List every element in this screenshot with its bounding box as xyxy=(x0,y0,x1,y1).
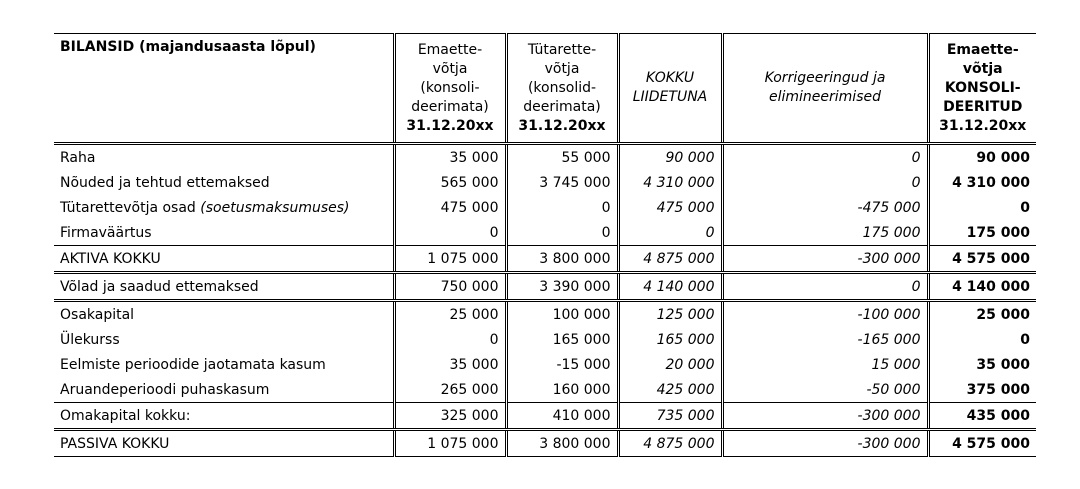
cell-subsidiary: 0 xyxy=(506,220,618,246)
cell-consolidated: 175 000 xyxy=(928,220,1036,246)
cell-subsidiary: 0 xyxy=(506,195,618,220)
cell-parent: 750 000 xyxy=(394,273,506,301)
cell-parent: 265 000 xyxy=(394,377,506,403)
cell-parent: 1 075 000 xyxy=(394,430,506,457)
cell-adjustment: 0 xyxy=(722,273,928,301)
table-row-subtotal xyxy=(54,403,1036,430)
cell-subsidiary: 3 390 000 xyxy=(506,273,618,301)
cell-subsidiary: 160 000 xyxy=(506,377,618,403)
row-label: Nõuded ja tehtud ettemaksed xyxy=(60,174,270,191)
balance-sheet xyxy=(54,33,1036,457)
cell-consolidated: 435 000 xyxy=(928,403,1036,430)
cell-parent: 25 000 xyxy=(394,301,506,328)
cell-combined: 735 000 xyxy=(618,403,722,430)
table-row xyxy=(54,352,1036,377)
row-label: Omakapital kokku: xyxy=(54,403,394,430)
table-row xyxy=(54,273,1036,301)
row-label: Ülekurss xyxy=(60,331,120,348)
cell-adjustment: -100 000 xyxy=(722,301,928,328)
cell-parent: 35 000 xyxy=(394,352,506,377)
cell-consolidated: 4 140 000 xyxy=(928,273,1036,301)
cell-parent: 565 000 xyxy=(394,170,506,195)
col-header-consolidated: Emaette- võtja KONSOLI- DEERITUD 31.12.20xx xyxy=(928,34,1036,144)
cell-combined: 4 310 000 xyxy=(618,170,722,195)
row-label: AKTIVA KOKKU xyxy=(54,246,394,273)
cell-subsidiary: 3 800 000 xyxy=(506,430,618,457)
row-label: Tütarettevõtja osad (soetusmaksumuses) xyxy=(60,199,350,216)
consolidation-table xyxy=(54,33,1036,457)
cell-parent: 0 xyxy=(394,220,506,246)
col-header-parent-unconsolidated: Emaette- võtja (konsoli- deerimata) 31.12.20xx xyxy=(394,34,506,144)
table-row xyxy=(54,327,1036,352)
row-label: Osakapital xyxy=(60,306,135,323)
cell-consolidated: 0 xyxy=(928,327,1036,352)
cell-combined: 0 xyxy=(618,220,722,246)
cell-consolidated: 25 000 xyxy=(928,301,1036,328)
cell-combined: 125 000 xyxy=(618,301,722,328)
cell-parent: 0 xyxy=(394,327,506,352)
row-label: PASSIVA KOKKU xyxy=(54,430,394,457)
cell-consolidated: 0 xyxy=(928,195,1036,220)
header-row xyxy=(54,34,1036,144)
row-label: Võlad ja saadud ettemaksed xyxy=(54,273,394,301)
cell-adjustment: -475 000 xyxy=(722,195,928,220)
cell-adjustment: 0 xyxy=(722,170,928,195)
table-row-total xyxy=(54,246,1036,273)
cell-combined: 4 140 000 xyxy=(618,273,722,301)
cell-parent: 325 000 xyxy=(394,403,506,430)
cell-combined: 165 000 xyxy=(618,327,722,352)
col-header-combined-total: KOKKU LIIDETUNA xyxy=(618,34,722,144)
table-row xyxy=(54,170,1036,195)
row-label: Raha xyxy=(60,149,96,166)
cell-adjustment: 0 xyxy=(722,144,928,171)
table-row xyxy=(54,301,1036,328)
cell-parent: 475 000 xyxy=(394,195,506,220)
cell-adjustment: 175 000 xyxy=(722,220,928,246)
cell-consolidated: 4 310 000 xyxy=(928,170,1036,195)
cell-consolidated: 375 000 xyxy=(928,377,1036,403)
cell-consolidated: 4 575 000 xyxy=(928,246,1036,273)
cell-combined: 4 875 000 xyxy=(618,246,722,273)
table-row-total xyxy=(54,430,1036,457)
cell-adjustment: -300 000 xyxy=(722,430,928,457)
cell-combined: 20 000 xyxy=(618,352,722,377)
cell-adjustment: -165 000 xyxy=(722,327,928,352)
cell-adjustment: -300 000 xyxy=(722,246,928,273)
cell-parent: 35 000 xyxy=(394,144,506,171)
cell-subsidiary: 165 000 xyxy=(506,327,618,352)
cell-combined: 4 875 000 xyxy=(618,430,722,457)
cell-consolidated: 4 575 000 xyxy=(928,430,1036,457)
cell-subsidiary: 410 000 xyxy=(506,403,618,430)
cell-adjustment: 15 000 xyxy=(722,352,928,377)
cell-consolidated: 90 000 xyxy=(928,144,1036,171)
cell-subsidiary: -15 000 xyxy=(506,352,618,377)
cell-adjustment: -300 000 xyxy=(722,403,928,430)
cell-combined: 425 000 xyxy=(618,377,722,403)
row-label-note: (soetusmaksumuses) xyxy=(200,199,350,216)
col-header-adjustments: Korrigeeringud ja elimineerimised xyxy=(722,34,928,144)
cell-adjustment: -50 000 xyxy=(722,377,928,403)
cell-subsidiary: 100 000 xyxy=(506,301,618,328)
row-label: Aruandeperioodi puhaskasum xyxy=(60,381,270,398)
cell-subsidiary: 3 745 000 xyxy=(506,170,618,195)
cell-combined: 475 000 xyxy=(618,195,722,220)
table-row xyxy=(54,220,1036,246)
cell-parent: 1 075 000 xyxy=(394,246,506,273)
row-label: Firmaväärtus xyxy=(60,224,152,241)
cell-consolidated: 35 000 xyxy=(928,352,1036,377)
cell-subsidiary: 55 000 xyxy=(506,144,618,171)
table-row xyxy=(54,195,1036,220)
col-header-subsidiary-unconsolidated: Tütarette- võtja (konsolid- deerimata) 31.12.20xx xyxy=(506,34,618,144)
row-label: Eelmiste perioodide jaotamata kasum xyxy=(60,356,326,373)
cell-subsidiary: 3 800 000 xyxy=(506,246,618,273)
table-title: BILANSID (majandusaasta lõpul) xyxy=(54,34,394,144)
table-row xyxy=(54,144,1036,171)
table-row xyxy=(54,377,1036,403)
cell-combined: 90 000 xyxy=(618,144,722,171)
